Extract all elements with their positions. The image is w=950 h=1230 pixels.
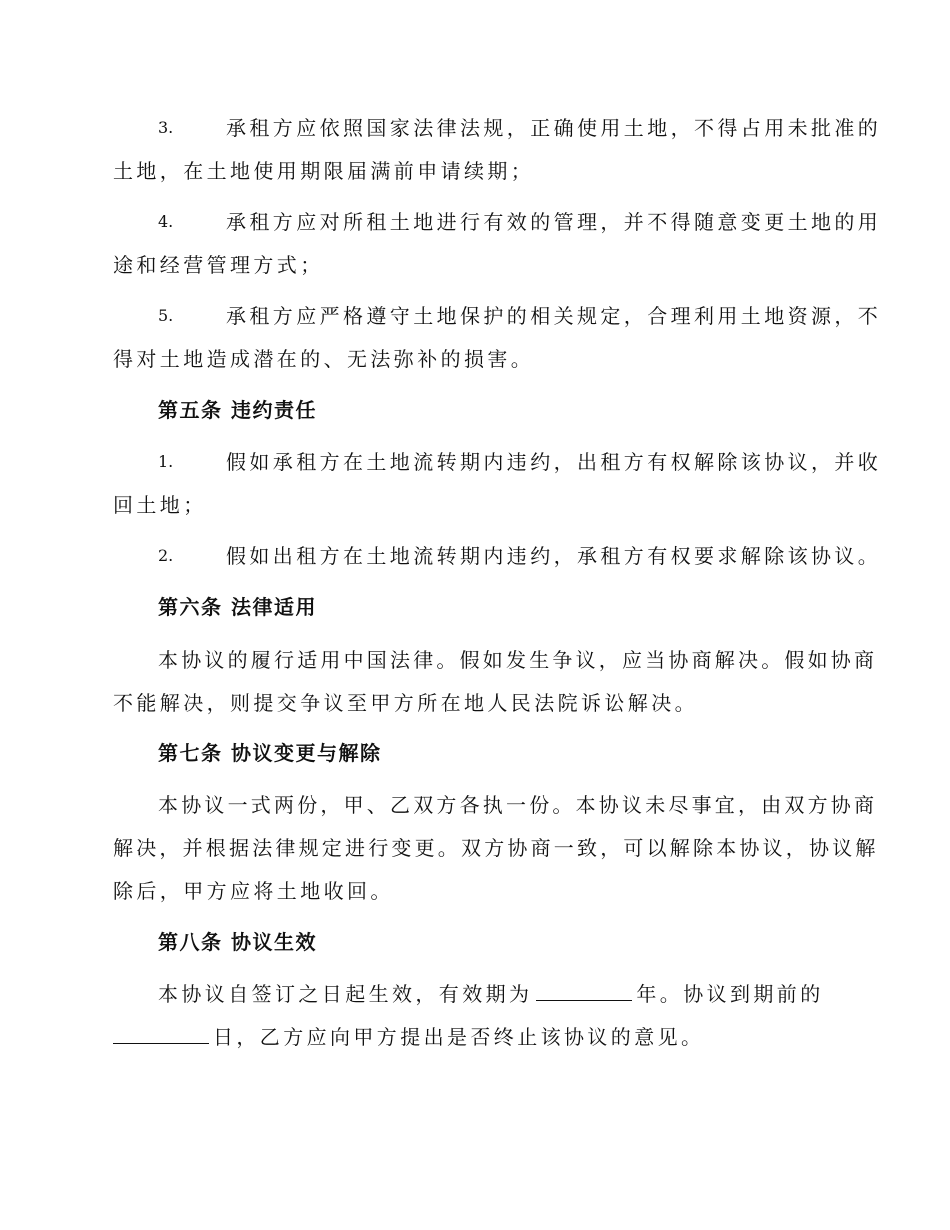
paragraph-line: 本协议一式两份，甲、乙双方各执一份。本协议未尽事宜，由双方协商 [158,793,878,817]
paragraph-line: 解决，并根据法律规定进行变更。双方协商一致，可以解除本协议，协议解 [113,836,879,860]
paragraph-line [113,1023,704,1051]
item-text-line: 假如出租方在土地流转期内违约，承租方有权要求解除该协议。 [226,544,882,568]
section-heading: 第八条 协议生效 [158,930,317,954]
paragraph-text: 本协议自签订之日起生效，有效期为 [158,982,533,1006]
item-number: 4. [158,212,174,231]
item-text-line: 回土地； [113,493,207,517]
fill-in-blank-days[interactable] [113,1023,209,1044]
item-text-line: 承租方应依照国家法律法规，正确使用土地，不得占用未批准的 [226,116,882,140]
paragraph-line [158,980,824,1008]
paragraph-line: 本协议的履行适用中国法律。假如发生争议，应当协商解决。假如协商 [158,648,878,672]
fill-in-blank-years[interactable] [536,980,632,1001]
item-text-line: 假如承租方在土地流转期内违约，出租方有权解除该协议，并收 [226,450,882,474]
item-number: 3. [158,118,174,137]
item-number: 5. [158,306,174,325]
paragraph-text: 日，乙方应向甲方提出是否终止该协议的意见。 [213,1025,705,1049]
item-text-line: 土地，在土地使用期限届满前申请续期； [113,159,535,183]
paragraph-line: 除后，甲方应将土地收回。 [113,879,394,903]
item-number: 1. [158,452,174,471]
item-text-line: 承租方应严格遵守土地保护的相关规定，合理利用土地资源，不 [226,304,882,328]
item-text-line: 途和经营管理方式； [113,253,324,277]
paragraph-text: 年。协议到期前的 [636,982,824,1006]
item-text-line: 承租方应对所租土地进行有效的管理，并不得随意变更土地的用 [226,210,882,234]
item-text-line: 得对土地造成潜在的、无法弥补的损害。 [113,347,535,371]
section-heading: 第七条 协议变更与解除 [158,741,382,765]
section-heading: 第五条 违约责任 [158,398,317,422]
paragraph-line: 不能解决，则提交争议至甲方所在地人民法院诉讼解决。 [113,691,698,715]
section-heading: 第六条 法律适用 [158,595,317,619]
item-number: 2. [158,546,174,565]
